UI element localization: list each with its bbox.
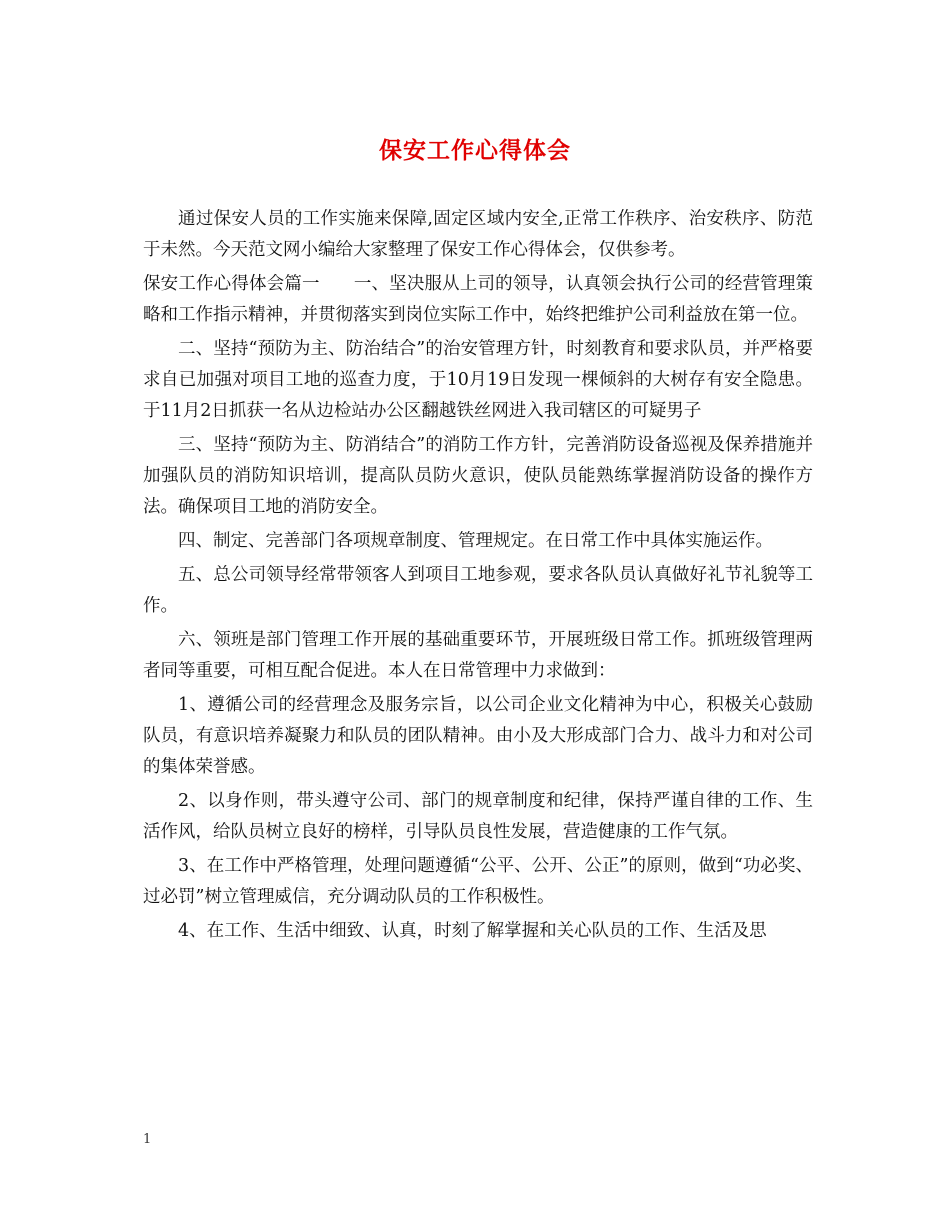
intro-paragraph: 通过保安人员的工作实施来保障,固定区域内安全,正常工作秩序、治安秩序、防范于未然。今天范文网小编给大家整理了保安工作心得体会，仅供参考。 [143, 209, 813, 260]
page-number: 1 [143, 1132, 152, 1147]
section-paragraph [143, 269, 813, 331]
item-6-paragraph: 六、领班是部门管理工作开展的基础重要环节，开展班级日常工作。抓班级管理两者同等重要，可相互配合促进。本人在日常管理中力求做到： [143, 630, 813, 681]
sub-2-paragraph: 2、以身作则，带头遵守公司、部门的规章制度和纪律，保持严谨自律的工作、生活作风，给队员树立良好的榜样，引导队员良性发展，营造健康的工作气氛。 [143, 791, 813, 842]
item-4-paragraph: 四、制定、完善部门各项规章制度、管理规定。在日常工作中具体实施运作。 [178, 531, 773, 551]
sub-4-paragraph: 4、在工作、生活中细致、认真，时刻了解掌握和关心队员的工作、生活及思 [178, 921, 767, 941]
item-2-paragraph: 二、坚持“预防为主、防治结合”的治安管理方针，时刻教育和要求队员，并严格要求自已加强对项目工地的巡查力度，于10月19日发现一棵倾斜的大树存有安全隐患。于11月2日抓获一名从边检站办公区翻越铁丝网进入我司辖区的可疑男子 [143, 339, 813, 421]
sub-1-paragraph: 1、遵循公司的经营理念及服务宗旨，以公司企业文化精神为中心，积极关心鼓励队员，有意识培养凝聚力和队员的团队精神。由小及大形成部门合力、战斗力和对公司的集体荣誉感。 [143, 695, 813, 777]
page-title: 保安工作心得体会 [379, 137, 571, 164]
item-5-paragraph: 五、总公司领导经常带领客人到项目工地参观，要求各队员认真做好礼节礼貌等工作。 [143, 565, 813, 616]
sub-3-paragraph: 3、在工作中严格管理，处理问题遵循“公平、公开、公正”的原则，做到“功必奖、过必罚”树立管理威信，充分调动队员的工作积极性。 [143, 856, 813, 907]
item-1-text: 一、坚决服从上司的领导，认真领会执行公司的经营管理策略和工作指示精神，并贯彻落实到岗位实际工作中，始终把维护公司利益放在第一位。 [143, 274, 814, 325]
document-body [143, 204, 813, 950]
section-heading: 保安工作心得体会篇一 [143, 274, 320, 294]
item-3-paragraph: 三、坚持“预防为主、防消结合”的消防工作方针，完善消防设备巡视及保养措施并加强队员的消防知识培训，提高队员防火意识，使队员能熟练掌握消防设备的操作方法。确保项目工地的消防安全。 [143, 435, 813, 517]
